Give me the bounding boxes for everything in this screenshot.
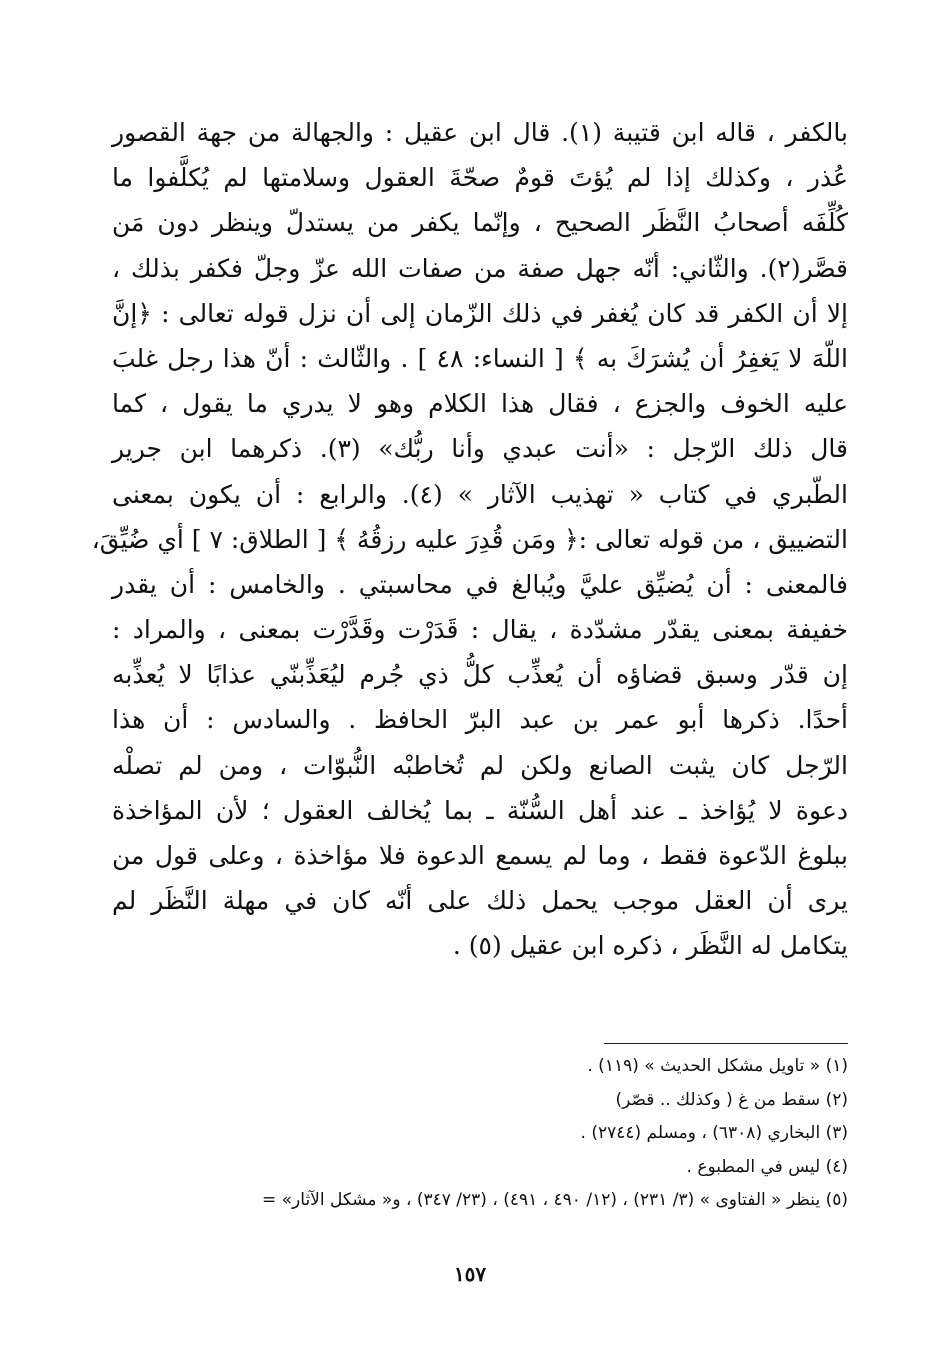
text-line: بالكفر ، قاله ابن قتيبة (١). قال ابن عقيل : والجهالة من جهة القصور xyxy=(112,118,848,147)
text-line: يتكامل له النَّظَر ، ذكره ابن عقيل (٥) . xyxy=(452,931,848,961)
footnotes xyxy=(60,1050,848,1218)
page-number: ١٥٧ xyxy=(453,1262,487,1286)
footnote-separator xyxy=(604,1043,848,1044)
text-line: فالمعنى : أن يُضيِّق عليَّ ويُبالغ في محاسبتي . والخامس : أن يقدر xyxy=(112,569,848,599)
footnote: (٥) ينظر « الفتاوى » (٣/ ٢٣١) ، (١٢/ ٤٩٠ ، ٤٩١) ، (٢٣/ ٣٤٧) ، و« مشكل الآثار» = xyxy=(262,1190,848,1211)
text-line: عُذر ، وكذلك إذا لم يُؤتَ قومٌ صحّةَ العقول وسلامتها لم يُكلَّفوا ما xyxy=(112,163,848,193)
text-line: عليه الخوف والجزع ، فقال هذا الكلام وهو لا يدري ما يقول ، كما xyxy=(112,389,848,419)
text-line: خفيفة بمعنى يقدّر مشدّدة ، يقال : قَدَرْت وقَدَّرْت بمعنى ، والمراد : xyxy=(112,615,848,645)
text-line: يرى أن العقل موجب يحمل ذلك على أنّه كان في مهلة النَّظَر لم xyxy=(112,886,848,916)
text-line: الرّجل كان يثبت الصانع ولكن لم تُخاطبْه النُّبوّات ، ومن لم تصلْه xyxy=(112,750,848,780)
footnote: (٤) ليس في المطبوع . xyxy=(686,1156,848,1177)
text-line: ببلوغ الدّعوة فقط ، وما لم يسمع الدعوة فلا مؤاخذة ، وعلى قول من xyxy=(112,841,848,870)
main-text xyxy=(91,110,848,969)
footnote: (٣) البخاري (٦٣٠٨) ، ومسلم (٢٧٤٤) . xyxy=(580,1123,848,1144)
text-line: كُلِّفَه أصحابُ النَّظَر الصحيح ، وإنّما يكفر من يستدلّ وينظر دون مَن xyxy=(112,208,848,238)
text-line: أحدًا. ذكرها أبو عمر بن عبد البرّ الحافظ . والسادس : أن هذا xyxy=(112,705,848,735)
text-line: قال ذلك الرّجل : «أنت عبدي وأنا ربُّك» (٣). ذكرهما ابن جرير xyxy=(112,434,848,464)
text-line: إلا أن الكفر قد كان يُغفر في ذلك الزّمان إلى أن نزل قوله تعالى : ﴿إنَّ xyxy=(112,298,848,328)
text-line: اللّهَ لا يَغفِرُ أن يُشرَكَ به ﴾ [ النساء: ٤٨ ] . والثّالث : أنّ هذا رجل غلبَ xyxy=(112,343,848,373)
text-line: التضييق ، من قوله تعالى :﴿ ومَن قُدِرَ عليه رزقُهُ ﴾ [ الطلاق: ٧ ] أي ضُيِّقَ، xyxy=(91,524,848,554)
footnote: (١) « تاويل مشكل الحديث » (١١٩) . xyxy=(587,1056,848,1076)
text-line: إن قدّر وسبق قضاؤه أن يُعذِّب كلُّ ذي جُرم ليُعَذِّبنّي عذابًا لا يُعذِّبه xyxy=(112,660,848,690)
text-line: قصَّر(٢). والثّاني: أنّه جهل صفة من صفات الله عزّ وجلّ فكفر بذلك ، xyxy=(112,253,848,283)
footnote: (٢) سقط من غ ( وكذلك .. قصّر) xyxy=(615,1089,848,1110)
text-line: دعوة لا يُؤاخذ ـ عند أهل السُّنّة ـ بما يُخالف العقول ؛ لأن المؤاخذة xyxy=(112,795,848,825)
text-line: الطّبري في كتاب « تهذيب الآثار » (٤). والرابع : أن يكون بمعنى xyxy=(112,479,848,509)
